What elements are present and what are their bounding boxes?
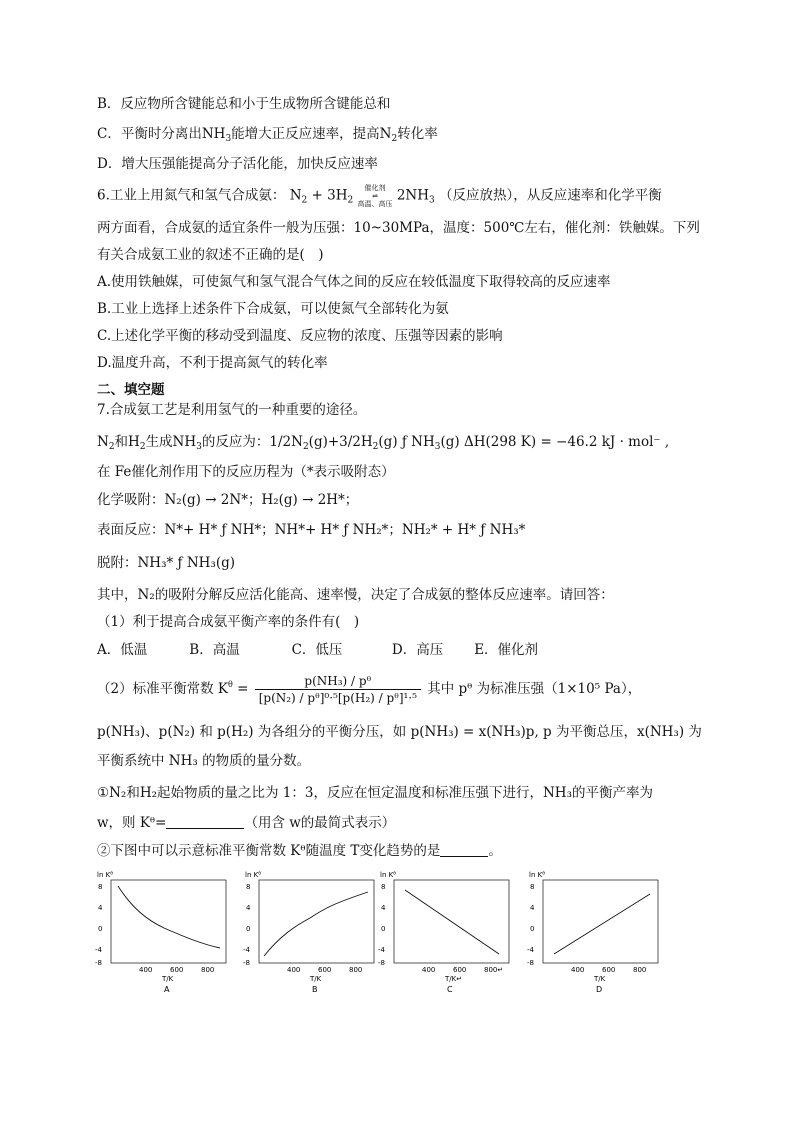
y-tick: -4 (378, 946, 385, 954)
q6-stem-line3: 有关合成氨工业的叙述不正确的是( ) (97, 247, 324, 263)
x-axis-label: T/K↵ (445, 975, 463, 983)
q7-part2-stem: （2）标准平衡常数 $K^\theta$ = $\frac{\text{p(NH₃) / pᶿ}}{\text{[p(N₂) / pᶿ]⁰·⁵[p(H₂) / pᶿ]¹·⁵}}$ 其中 pᶿ 为标准压强（1×10⁵ Pa）， (97, 674, 642, 705)
q7-note: 其中，N₂的吸附分解反应活化能高、速率慢，决定了合成氨的整体反应速率。请回答： (97, 587, 614, 603)
q7-part1-options (97, 640, 538, 660)
q5-option-b: B．反应物所含键能总和小于生成物所含键能总和 (97, 96, 391, 112)
graph-label: A (164, 985, 170, 994)
x-axis-label: T/K (594, 975, 606, 983)
y-tick: 4 (98, 904, 103, 912)
curve-increasing (264, 892, 368, 956)
answer-blank-2[interactable] (440, 843, 488, 857)
y-tick: 4 (381, 904, 386, 912)
y-tick: -4 (527, 946, 534, 954)
y-tick: 4 (246, 904, 251, 912)
option-b: B．高温 (189, 642, 240, 658)
reaction-condition: 催化剂 ⇌ 高温、高压 (357, 184, 393, 208)
x-tick: 800↵ (484, 966, 504, 974)
x-tick: 800 (201, 966, 215, 974)
y-tick: -8 (378, 959, 385, 967)
option-a: A．低温 (97, 642, 148, 658)
graph-d-ylabel: ln Kᶿ (529, 871, 546, 879)
equilibrium-constant-fraction: $\frac{\text{p(NH₃) / pᶿ}}{\text{[p(N₂) / pᶿ]⁰·⁵[p(H₂) / pᶿ]¹·⁵}}$ (255, 673, 421, 706)
y-tick: -8 (95, 959, 102, 967)
section-heading: 二、填空题 (97, 382, 165, 398)
y-tick: 4 (530, 904, 535, 912)
y-tick: 8 (381, 883, 386, 891)
x-tick: 800 (349, 966, 363, 974)
graph-label: B (312, 985, 318, 994)
q5-option-d: D．增大压强能提高分子活化能，加快反应速率 (97, 156, 378, 172)
x-tick: 400 (422, 966, 436, 974)
q7-part2-line3: 平衡系统中 NH₃ 的物质的量分数。 (97, 753, 311, 769)
y-tick: 0 (381, 925, 386, 933)
option-d: D．高压 (391, 642, 444, 658)
y-tick: 0 (530, 925, 535, 933)
graph-c (375, 868, 525, 998)
graph-b (240, 868, 390, 998)
q6-option-c: C.上述化学平衡的移动受到温度、反应物的浓度、压强等因素的影响 (97, 328, 503, 344)
graph-b-ylabel: ln Kᶿ (245, 871, 262, 879)
q7-intro: 7.合成氨工艺是利用氢气的一种重要的途径。 (97, 402, 367, 418)
plot-frame (111, 880, 226, 963)
q7-desorption: 脱附：NH₃* ƒ NH₃(g) (97, 555, 235, 571)
y-tick: -8 (527, 959, 534, 967)
graph-c-ylabel: ln Kᶿ (380, 871, 397, 879)
x-tick: 800 (633, 966, 647, 974)
y-tick: 8 (98, 883, 103, 891)
x-tick: 400 (139, 966, 153, 974)
q6-stem: 6.工业上用氮气和氢气合成氨： $N_2 + 3H_2$ 催化剂 ⇌ 高温、高压 $2NH_3$ （反应放热），从反应速率和化学平衡 (97, 184, 662, 208)
x-tick: 400 (287, 966, 301, 974)
answer-blank-1[interactable] (166, 815, 244, 829)
plot-frame (259, 880, 374, 963)
q7-surface-reaction: 表面反应：N*+ H* ƒ NH*；NH*+ H* ƒ NH₂*；NH₂* + H* ƒ NH₃* (97, 522, 526, 538)
y-tick: -8 (243, 959, 250, 967)
graph-label: C (447, 985, 453, 994)
q7-chem-adsorption: 化学吸附：N₂(g) → 2N*；H₂(g) → 2H*； (97, 492, 359, 508)
option-e: E．催化剂 (474, 642, 539, 658)
q7-sub1: ①N₂和H₂起始物质的量之比为 1：3，反应在恒定温度和标准压强下进行，NH₃的平衡产率为 (97, 785, 653, 801)
x-tick: 400 (571, 966, 585, 974)
q7-mechanism-intro: 在 Fe催化剂作用下的反应历程为（*表示吸附态） (97, 464, 395, 480)
y-tick: -4 (243, 946, 250, 954)
q6-option-a: A.使用铁触媒，可使氮气和氢气混合气体之间的反应在较低温度下取得较高的反应速率 (97, 274, 611, 290)
q7-part1-stem: （1）利于提高合成氨平衡产率的条件有( ) (97, 614, 360, 630)
y-tick: -4 (95, 946, 102, 954)
x-tick: 600 (170, 966, 184, 974)
q7-part2-line2: p(NH₃)、p(N₂) 和 p(H₂) 为各组分的平衡分压，如 p(NH₃) = x(NH₃)p, p 为平衡总压，x(NH₃) 为 (97, 724, 702, 740)
q7-reaction: $N_2$和$H_2$生成$NH_3$的反应为：$1/2N_2(g)+3/2H_2(g)$ ƒ $NH_3(g)$ ΔH(298 K) = −46.2 kJ · mol⁻ , (97, 434, 670, 452)
q6-stem-line2: 两方面看，合成氨的适宜条件一般为压强：10~30MPa，温度：500℃左右，催化剂：铁触媒。下列 (97, 220, 700, 236)
q7-sub2: ②下图中可以示意标准平衡常数 Kᶿ随温度 T变化趋势的是 。 (97, 843, 502, 859)
q6-option-d: D.温度升高，不利于提高氮气的转化率 (97, 355, 328, 371)
graph-a (92, 868, 242, 998)
graph-a-ylabel: ln Kᶿ (97, 871, 114, 879)
q7-sub1-line2: w，则 Kᶿ= （用含 w的最简式表示） (97, 815, 396, 831)
curve-decreasing (118, 886, 220, 948)
x-tick: 600 (602, 966, 616, 974)
graph-label: D (596, 985, 603, 994)
graph-d (524, 868, 674, 998)
x-axis-label: T/K (310, 975, 322, 983)
q5-option-c: C．平衡时分离出$NH_3$能增大正反应速率，提高$N_2$转化率 (97, 126, 438, 144)
y-tick: 8 (530, 883, 535, 891)
y-tick: 0 (246, 925, 251, 933)
option-c: C．低压 (291, 642, 343, 658)
x-tick: 600 (453, 966, 467, 974)
line-decreasing (405, 890, 499, 954)
line-increasing (554, 894, 650, 954)
x-tick: 600 (318, 966, 332, 974)
y-tick: 8 (246, 883, 251, 891)
x-axis-label: T/K (162, 975, 174, 983)
y-tick: 0 (98, 925, 103, 933)
q6-option-b: B.工业上选择上述条件下合成氨，可以使氮气全部转化为氨 (97, 301, 449, 317)
